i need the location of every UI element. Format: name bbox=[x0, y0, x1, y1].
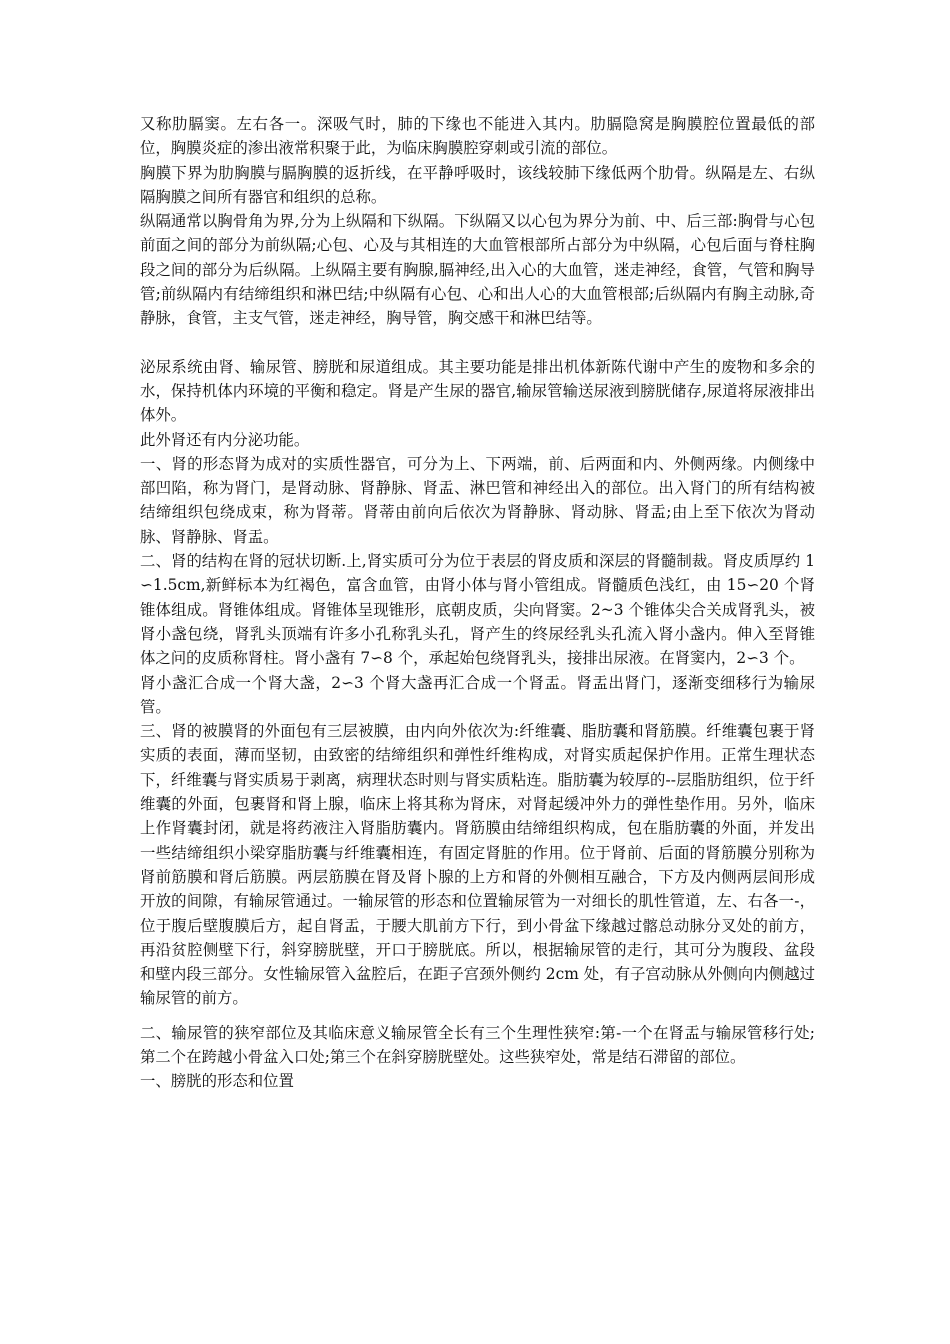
spacer bbox=[140, 1011, 815, 1021]
paragraph-kidney-shape: 一、肾的形态肾为成对的实质性器官，可分为上、下两端，前、后两面和内、外侧两缘。内侧缘中部凹陷，称为肾门，是肾动脉、肾静脉、肾盂、淋巴管和神经出入的部位。出入肾门的所有结构被结缔组织包绕成束，称为肾蒂。肾蒂由前向后依次为肾静脉、肾动脉、肾盂;由上至下依次为肾动脉、肾静脉、肾盂。 bbox=[140, 454, 815, 546]
paragraph-pleura-lower-border: 胸膜下界为肋胸膜与膈胸膜的返折线，在平静呼吸时，该线较肺下缘低两个肋骨。纵隔是左、右纵隔胸膜之间所有器官和组织的总称。 bbox=[140, 163, 815, 206]
blank-line bbox=[140, 331, 815, 355]
document-body bbox=[140, 112, 815, 1094]
heading-bladder: 一、膀胱的形态和位置 bbox=[140, 1072, 294, 1091]
paragraph-ureter-narrowing: 二、输尿管的狭窄部位及其临床意义输尿管全长有三个生理性狭窄:第-一个在肾盂与输尿管移行处;第二个在跨越小骨盆入口处;第三个在斜穿膀胱壁处。这些狭窄处，常是结石滞留的部位。 bbox=[140, 1023, 815, 1066]
paragraph-kidney-capsules: 三、肾的被膜肾的外面包有三层被膜，由内向外依次为:纤维囊、脂肪囊和肾筋膜。纤维囊包裹于肾实质的表面，薄而坚韧，由致密的结缔组织和弹性纤维构成，对肾实质起保护作用。正常生理状态下，纤维囊与肾实质易于剥离，病理状态时则与肾实质粘连。脂肪囊为较厚的--层脂肪组织，位于纤维囊的外面，包裹肾和肾上腺，临床上将其称为肾床，对肾起缓冲外力的弹性垫作用。另外，临床上作肾囊封闭，就是将药液注入肾脂肪囊内。肾筋膜由结缔组织构成，包在脂肪囊的外面，并发出一些结缔组织小梁穿脂肪囊与纤维囊相连，有固定肾脏的作用。位于肾前、后面的肾筋膜分别称为肾前筋膜和肾后筋膜。两层筋膜在肾及肾卜腺的上方和肾的外侧相互融合，下方及内侧两层间形成开放的间隙，有输尿管通过。一输尿管的形态和位置输尿管为一对细长的肌性管道，左、右各一-，位于腹后壁腹膜后方，起自肾盂，于腰大肌前方下行，到小骨盆下缘越过髂总动脉分叉处的前方，再沿贫腔侧壁下行，斜穿膀胱壁，开口于膀胱底。所以，根据输尿管的走行，其可分为腹段、盆段和壁内段三部分。女性输尿管入盆腔后，在距子宫颈外侧约 2cm 处，有子宫动脉从外侧向内侧越过输尿管的前方。 bbox=[140, 722, 815, 1008]
paragraph-endocrine: 此外肾还有内分泌功能。 bbox=[140, 430, 310, 449]
paragraph-mediastinum: 纵隔通常以胸骨角为界,分为上纵隔和下纵隔。下纵隔又以心包为界分为前、中、后三部:胸骨与心包前面之间的部分为前纵隔;心包、心及与其相连的大血管根部所占部分为中纵隔，心包后面与脊柱胸段之间的部分为后纵隔。上纵隔主要有胸腺,膈神经,出入心的大血管，迷走神经，食管，气管和胸导管;前纵隔内有结缔组织和淋巴结;中纵隔有心包、心和出人心的大血管根部;后纵隔内有胸主动脉,奇静脉，食管，主支气管，迷走神经，胸导管，胸交感干和淋巴结等。 bbox=[140, 212, 815, 328]
paragraph-urinary-system: 泌尿系统由肾、输尿管、膀胱和尿道组成。其主要功能是排出机体新陈代谢中产生的废物和多余的水，保持机体内环境的平衡和稳定。肾是产生尿的器官,输尿管输送尿液到膀胱储存,尿道将尿液排出体外。 bbox=[140, 357, 815, 425]
paragraph-renal-calyces: 肾小盏汇合成一个肾大盏，2∽3 个肾大盏再汇合成一个肾盂。肾盂出肾门，逐渐变细移行为输尿管。 bbox=[140, 673, 815, 716]
paragraph-costodiaphragmatic-recess: 又称肋膈窦。左右各一。深吸气时，肺的下缘也不能进入其内。肋膈隐窝是胸膜腔位置最低的部位，胸膜炎症的渗出液常积聚于此，为临床胸膜腔穿刺或引流的部位。 bbox=[140, 115, 815, 158]
paragraph-kidney-structure: 二、肾的结构在肾的冠状切断.上,肾实质可分为位于表层的肾皮质和深层的肾髓制裁。肾皮质厚约 1∽1.5cm,新鲜标本为红褐色，富含血管，由肾小体与肾小管组成。肾髓质色浅红，由 15∽20 个肾锥体组成。肾锥体组成。肾锥体呈现锥形，底朝皮质，尖向肾窦。2~3 个锥体尖合关成肾乳头，被肾小盏包绕，肾乳头顶端有许多小孔称乳头孔，肾产生的终尿经乳头孔流入肾小盏内。伸入至肾锥体之问的皮质称肾柱。肾小盏有 7∽8 个，承起始包绕肾乳头，接排出尿液。在肾窦内，2∽3 个。 bbox=[140, 552, 815, 668]
